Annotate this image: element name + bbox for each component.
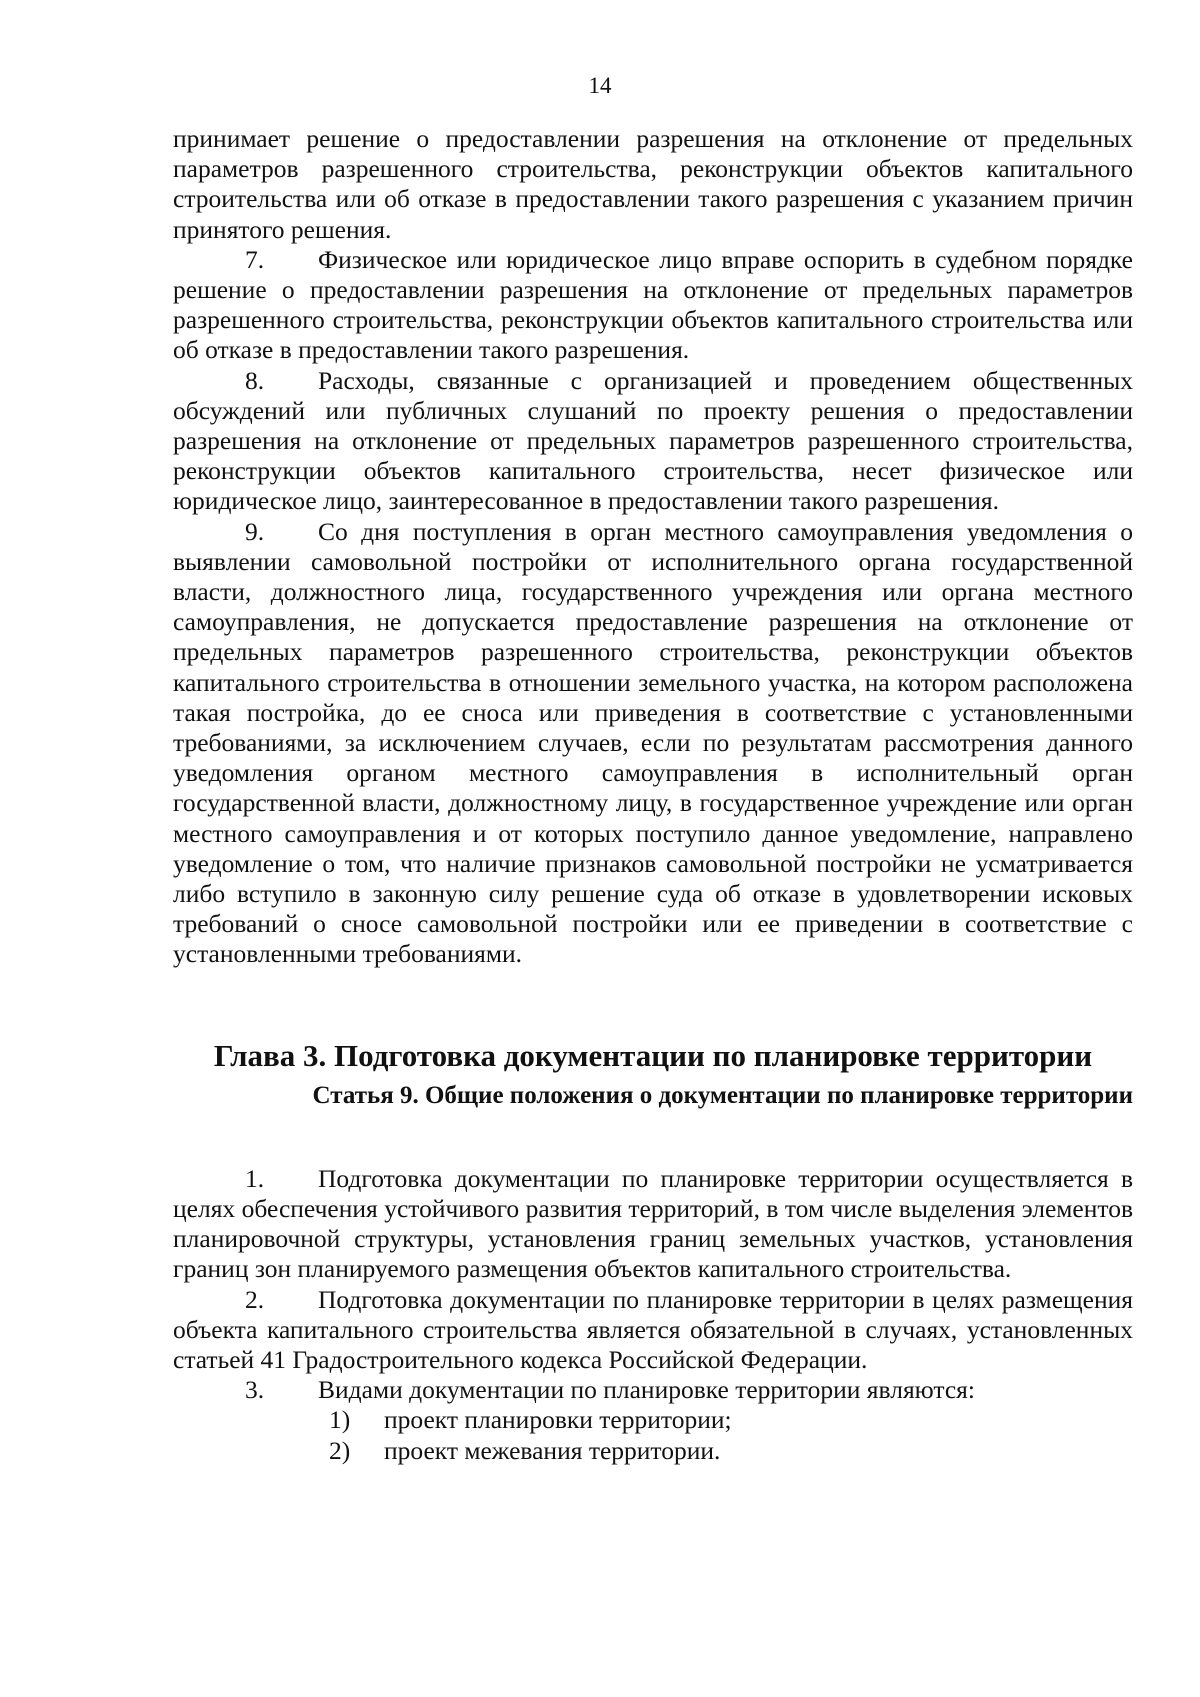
chapter-title: Глава 3. Подготовка документации по планировке территории — [213, 1037, 1093, 1073]
clause-number: 1. — [245, 1163, 265, 1193]
clause-text: Подготовка документации по планировке территории осуществляется в целях обеспечения устойчивого развития территорий, в том числе выделения элементов планировочной структуры, установления границ земельных участков, установления границ зон планируемого размещения объектов капитального строительства. — [173, 1163, 1133, 1284]
clause-number: 2. — [245, 1284, 265, 1314]
intro-paragraph: принимает решение о предоставлении разрешения на отклонение от предельных параметров разрешенного строительства, реконструкции объектов капитального строительства или об отказе в предоставлении такого разрешения с указанием причин принятого решения. — [173, 124, 1133, 244]
article-clause-1 — [173, 1164, 1133, 1285]
spacer — [173, 1112, 1133, 1164]
clause-number: 7. — [245, 244, 265, 274]
clause-text: Видами документации по планировке территории являются: — [318, 1375, 975, 1405]
clause-number: 3. — [245, 1375, 265, 1405]
article-clause-3 — [173, 1375, 1133, 1405]
clause-text: Расходы, связанные с организацией и проведением общественных обсуждений или публичных слушаний по проекту решения о предоставлении разрешения на отклонение от предельных параметров разрешенного строительства, реконструкции объектов капитального строительства, несет физическое или юридическое лицо, заинтересованное в предоставлении такого разрешения. — [173, 365, 1133, 516]
sub-item-number: 2) — [329, 1435, 351, 1465]
clause-text: Со дня поступления в орган местного самоуправления уведомления о выявлении самовольной постройки от исполнительного органа государственной власти, должностного лица, государственного учреждения или органа местного самоуправления, не допускается предоставление разрешения на отклонение от предельных параметров разрешенного строительства, реконструкции объектов капитального строительства в отношении земельного участка, на котором расположена такая постройка, до ее сноса или приведения в соответствие с установленными требованиями, за исключением случаев, если по результатам рассмотрения данного уведомления органом местного самоуправления в исполнительный орган государственной власти, должностному лицу, в государственное учреждение или орган местного самоуправления и от которых поступило данное уведомление, направлено уведомление о том, что наличие признаков самовольной постройки не усматривается либо вступило в законную силу решение суда об отказе в удовлетворении исковых требований о сносе самовольной постройки или ее приведении в соответствие с установленными требованиями. — [173, 516, 1133, 969]
clause-7 — [173, 245, 1133, 366]
clause-8 — [173, 366, 1133, 517]
clause-number: 9. — [245, 516, 265, 546]
sub-item-1 — [173, 1405, 1133, 1435]
sub-item-text: проект межевания территории. — [384, 1435, 721, 1465]
sub-item-number: 1) — [329, 1405, 351, 1435]
article-title: Статья 9. Общие положения о документации по планировке территории — [312, 1081, 1133, 1109]
clause-text: Физическое или юридическое лицо вправе оспорить в судебном порядке решение о предоставлении разрешения на отклонение от предельных параметров разрешенного строительства, реконструкции объектов капитального строительства или об отказе в предоставлении такого разрешения. — [173, 244, 1133, 365]
clause-text: Подготовка документации по планировке территории в целях размещения объекта капитального строительства является обязательной в случаях, установленных статьей 41 Градостроительного кодекса Российской Федерации. — [173, 1284, 1133, 1374]
article-clause-2 — [173, 1285, 1133, 1376]
sub-item-2 — [173, 1436, 1133, 1466]
sub-item-text: проект планировки территории; — [384, 1405, 732, 1435]
clause-9 — [173, 517, 1133, 970]
document-body — [173, 124, 1133, 1466]
clause-number: 8. — [245, 365, 265, 395]
page-number: 14 — [588, 73, 612, 98]
